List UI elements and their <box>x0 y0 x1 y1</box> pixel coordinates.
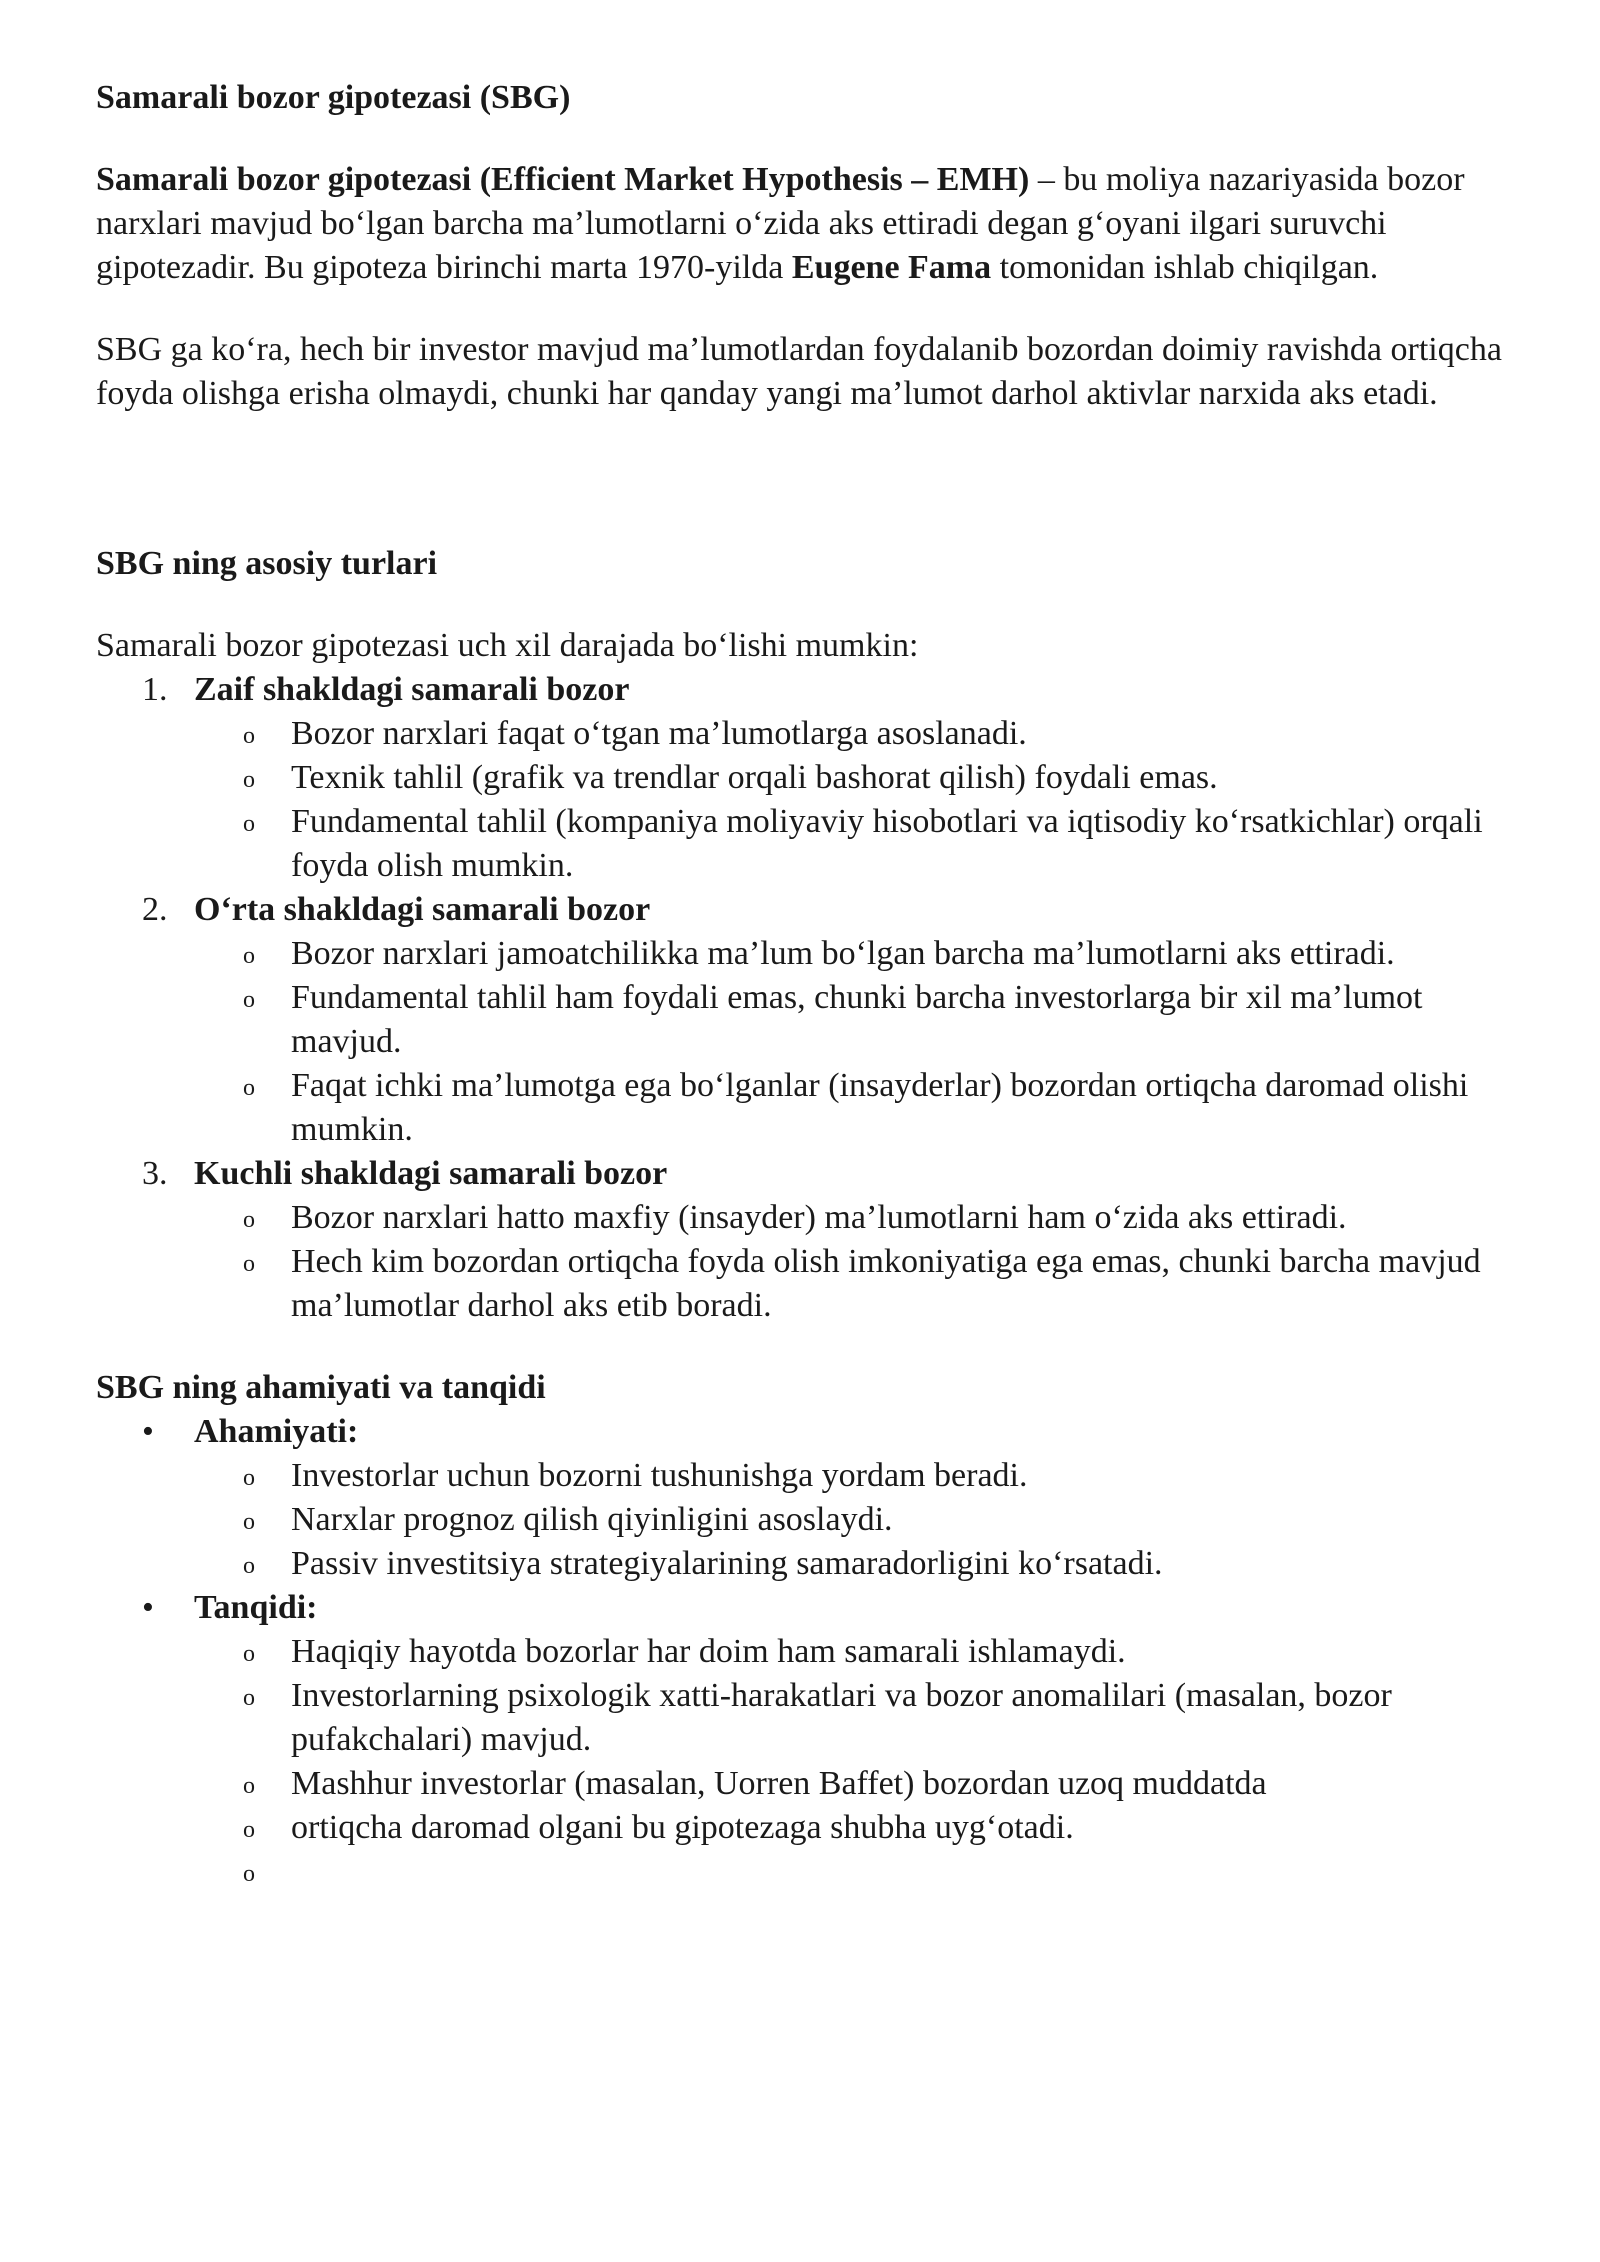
list-item: o Haqiqiy hayotda bozorlar har doim ham samarali ishlamaydi. <box>193 1630 1516 1674</box>
intro-text-1: – bu moliya nazariyasida bozor narxlari mavjud bo‘lgan barcha ma’lumotlarni o‘zida aks ettiradi degan g‘oyani ilgari suruvchi gipotezadir. Bu gipoteza birinchi marta 1970-yilda <box>96 161 1465 286</box>
bullet-marker: • <box>142 1589 154 1626</box>
significance-list <box>96 1410 1516 1894</box>
sub-bullet-marker: o <box>243 1861 255 1887</box>
sub-bullet-marker: o <box>243 1685 255 1711</box>
sub-bullet-marker: o <box>243 1075 255 1101</box>
sub-bullet-marker: o <box>243 1251 255 1277</box>
list-item: o Fundamental tahlil (kompaniya moliyaviy hisobotlari va iqtisodiy ko‘rsatkichlar) orqali foyda olish mumkin. <box>243 803 1483 884</box>
list-item: o Mashhur investorlar (masalan, Uorren Baffet) bozordan uzoq muddatda <box>193 1762 1516 1806</box>
list-item: o Passiv investitsiya strategiyalarining samaradorligini ko‘rsatadi. <box>193 1542 1516 1586</box>
sub-bullet-marker: o <box>243 767 255 793</box>
section-title: Ahamiyati: <box>194 1413 359 1450</box>
intro-bold-term: Samarali bozor gipotezasi (Efficient Market Hypothesis – EMH) <box>96 161 1030 198</box>
list-item: o Bozor narxlari hatto maxfiy (insayder) ma’lumotlarni ham o‘zida aks ettiradi. <box>193 1196 1516 1240</box>
list-item <box>193 1850 1516 1894</box>
list-number: 2. <box>142 891 168 928</box>
significance-heading: SBG ning ahamiyati va tanqidi <box>96 1369 546 1406</box>
document-page <box>96 76 1516 1894</box>
type-points <box>194 1196 1516 1328</box>
sub-bullet-marker: o <box>243 1773 255 1799</box>
list-item: o Hech kim bozordan ortiqcha foyda olish imkoniyatiga ega emas, chunki barcha mavjud ma’lumotlar darhol aks etib boradi. <box>243 1243 1481 1324</box>
list-item-type-1 <box>96 668 1516 888</box>
sub-bullet-marker: o <box>243 723 255 749</box>
section-points <box>194 1454 1516 1586</box>
sub-bullet-marker: o <box>243 1817 255 1843</box>
sub-bullet-marker: o <box>243 811 255 837</box>
bullet-marker: • <box>142 1413 154 1450</box>
list-item-significance <box>96 1410 1516 1586</box>
list-number: 1. <box>142 671 168 708</box>
list-item: o Fundamental tahlil ham foydali emas, chunki barcha investorlarga bir xil ma’lumot mavjud. <box>243 979 1423 1060</box>
list-item: o Investorlarning psixologik xatti-harakatlari va bozor anomalilari (masalan, bozor pufakchalari) mavjud. <box>243 1677 1392 1758</box>
list-item: o Investorlar uchun bozorni tushunishga yordam beradi. <box>193 1454 1516 1498</box>
list-item: o Faqat ichki ma’lumotga ega bo‘lganlar (insayderlar) bozordan ortiqcha daromad olishi mumkin. <box>243 1067 1469 1148</box>
sub-bullet-marker: o <box>243 1207 255 1233</box>
list-item: o ortiqcha daromad olgani bu gipotezaga shubha uyg‘otadi. <box>193 1806 1516 1850</box>
type-title: Zaif shakldagi samarali bozor <box>194 671 630 708</box>
intro-bold-author: Eugene Fama <box>791 249 992 286</box>
type-points <box>194 932 1516 1152</box>
intro-paragraph-2: SBG ga ko‘ra, hech bir investor mavjud ma’lumotlardan foydalanib bozordan doimiy ravishda ortiqcha foyda olishga erisha olmaydi, chunki har qanday yangi ma’lumot darhol aktivlar narxida aks etadi. <box>96 331 1502 412</box>
sub-bullet-marker: o <box>243 943 255 969</box>
intro-paragraph-1 <box>96 158 1516 290</box>
list-item: o Bozor narxlari jamoatchilikka ma’lum bo‘lgan barcha ma’lumotlarni aks ettiradi. <box>193 932 1516 976</box>
types-lead: Samarali bozor gipotezasi uch xil darajada bo‘lishi mumkin: <box>96 627 919 664</box>
list-item: o Bozor narxlari faqat o‘tgan ma’lumotlarga asoslanadi. <box>193 712 1516 756</box>
section-points <box>194 1630 1516 1894</box>
type-points <box>194 712 1516 888</box>
types-list <box>96 668 1516 1328</box>
list-item-criticism <box>96 1586 1516 1894</box>
list-item-type-3 <box>96 1152 1516 1328</box>
list-item: o Texnik tahlil (grafik va trendlar orqali bashorat qilish) foydali emas. <box>193 756 1516 800</box>
sub-bullet-marker: o <box>243 1553 255 1579</box>
type-title: Kuchli shakldagi samarali bozor <box>194 1155 668 1192</box>
sub-bullet-marker: o <box>243 1641 255 1667</box>
document-title: Samarali bozor gipotezasi (SBG) <box>96 79 571 116</box>
type-title: O‘rta shakldagi samarali bozor <box>194 891 651 928</box>
list-number: 3. <box>142 1155 168 1192</box>
types-heading: SBG ning asosiy turlari <box>96 545 438 582</box>
section-title: Tanqidi: <box>194 1589 318 1626</box>
sub-bullet-marker: o <box>243 1509 255 1535</box>
list-item-type-2 <box>96 888 1516 1152</box>
intro-text-2: tomonidan ishlab chiqilgan. <box>991 249 1379 286</box>
sub-bullet-marker: o <box>243 987 255 1013</box>
list-item: o Narxlar prognoz qilish qiyinligini asoslaydi. <box>193 1498 1516 1542</box>
sub-bullet-marker: o <box>243 1465 255 1491</box>
